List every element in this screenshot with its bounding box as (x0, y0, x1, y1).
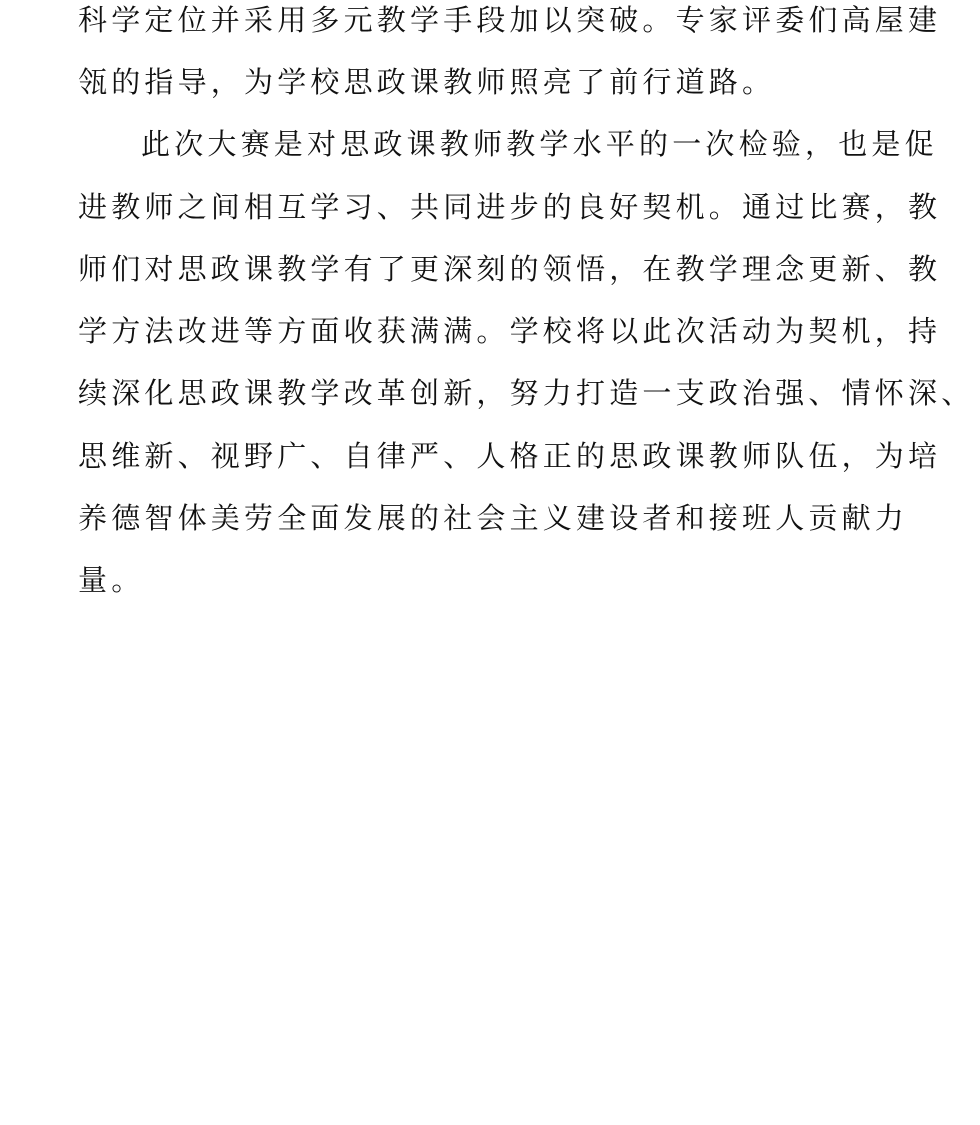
paragraph-2-line-4: 学方法改进等方面收获满满。学校将以此次活动为契机，持 (78, 314, 942, 348)
paragraph-2-line-1: 此次大赛是对思政课教师教学水平的一次检验，也是促 (141, 127, 938, 161)
paragraph-2-line-6: 思维新、视野广、自律严、人格正的思政课教师队伍，为培 (78, 439, 942, 473)
paragraph-2-line-5: 续深化思政课教学改革创新，努力打造一支政治强、情怀深、 (78, 376, 975, 410)
paragraph-2-line-2: 进教师之间相互学习、共同进步的良好契机。通过比赛，教 (78, 190, 942, 224)
paragraph-1-line-2: 瓴的指导，为学校思政课教师照亮了前行道路。 (78, 65, 776, 99)
paragraph-2-line-7: 养德智体美劳全面发展的社会主义建设者和接班人贡献力 (78, 501, 909, 535)
paragraph-2-line-8: 量。 (78, 563, 145, 597)
paragraph-1-line-1: 科学定位并采用多元教学手段加以突破。专家评委们高屋建 (78, 3, 942, 37)
paragraph-2-line-3: 师们对思政课教学有了更深刻的领悟，在教学理念更新、教 (78, 252, 942, 286)
